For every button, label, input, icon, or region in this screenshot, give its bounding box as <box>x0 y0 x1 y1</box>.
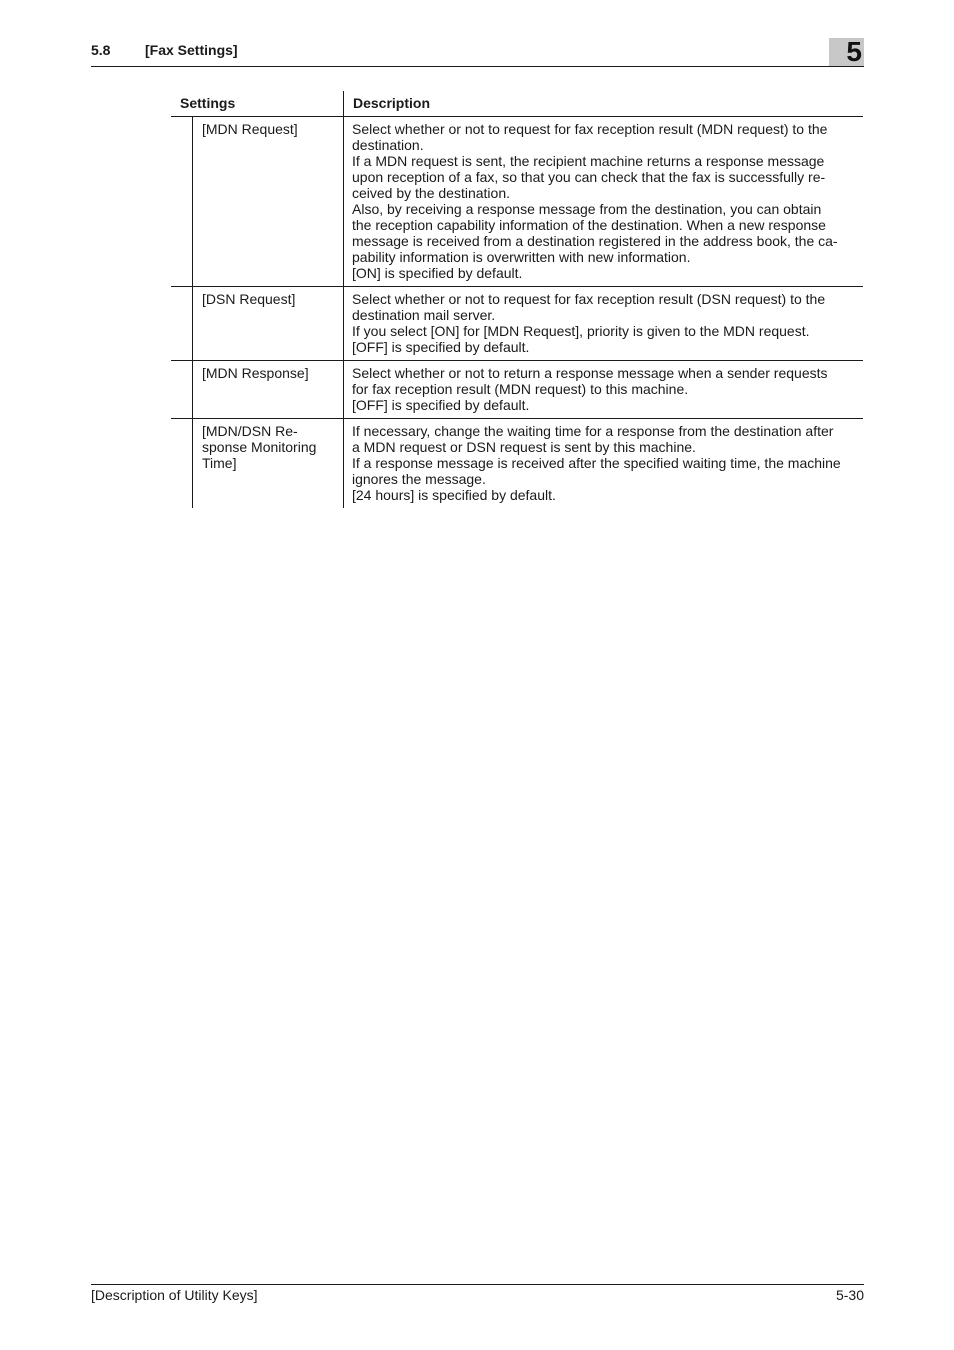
description-line: If a response message is received after the specified waiting time, the machine <box>352 455 841 471</box>
description-line: upon reception of a fax, so that you can check that the fax is successfully re- <box>352 169 826 185</box>
description-line: [OFF] is specified by default. <box>352 339 530 355</box>
setting-name-line: [MDN Response] <box>202 365 309 381</box>
description-line: [OFF] is specified by default. <box>352 397 530 413</box>
description-line: ignores the message. <box>352 471 486 487</box>
description-line: Select whether or not to return a response message when a sender requests <box>352 365 828 381</box>
description-line: for fax reception result (MDN request) to this machine. <box>352 381 689 397</box>
table-body <box>171 117 863 508</box>
row-indent <box>171 419 193 508</box>
setting-name-line: sponse Monitoring <box>202 439 317 455</box>
table-row <box>171 419 863 508</box>
description-line: ceived by the destination. <box>352 185 510 201</box>
description-cell <box>344 287 863 360</box>
setting-name-line: Time] <box>202 455 237 471</box>
row-indent <box>171 117 193 286</box>
description-line: pability information is overwritten with new information. <box>352 249 691 265</box>
setting-name-cell <box>193 361 344 418</box>
description-line: Select whether or not to request for fax reception result (MDN request) to the <box>352 121 828 137</box>
column-header-settings: Settings <box>171 91 344 116</box>
table-row <box>171 361 863 419</box>
page-header <box>91 38 864 67</box>
page-footer <box>91 1284 864 1315</box>
table-row <box>171 117 863 287</box>
description-line: [24 hours] is specified by default. <box>352 487 556 503</box>
description-cell <box>344 419 863 508</box>
settings-table <box>171 91 863 508</box>
table-header <box>171 91 863 117</box>
description-line: destination. <box>352 137 424 153</box>
description-cell <box>344 117 863 286</box>
section-title: [Fax Settings] <box>145 42 238 58</box>
setting-name-cell <box>193 117 344 286</box>
description-line: the reception capability information of the destination. When a new response <box>352 217 826 233</box>
chapter-badge <box>829 38 864 66</box>
description-line: destination mail server. <box>352 307 496 323</box>
description-line: Select whether or not to request for fax reception result (DSN request) to the <box>352 291 826 307</box>
description-line: If a MDN request is sent, the recipient machine returns a response message <box>352 153 825 169</box>
row-indent <box>171 361 193 418</box>
description-line: If necessary, change the waiting time for a response from the destination after <box>352 423 834 439</box>
setting-name-line: [DSN Request] <box>202 291 296 307</box>
page-number: 5-30 <box>835 1287 864 1303</box>
description-cell <box>344 361 863 418</box>
table-row <box>171 287 863 361</box>
chapter-number: 5 <box>846 36 862 67</box>
description-line: If you select [ON] for [MDN Request], priority is given to the MDN request. <box>352 323 810 339</box>
setting-name-cell <box>193 419 344 508</box>
setting-name-line: [MDN/DSN Re- <box>202 423 298 439</box>
description-line: Also, by receiving a response message from the destination, you can obtain <box>352 201 822 217</box>
footer-chapter-title: [Description of Utility Keys] <box>91 1287 258 1303</box>
description-line: [ON] is specified by default. <box>352 265 523 281</box>
setting-name-cell <box>193 287 344 360</box>
setting-name-line: [MDN Request] <box>202 121 298 137</box>
description-line: a MDN request or DSN request is sent by this machine. <box>352 439 696 455</box>
column-header-description: Description <box>353 95 431 111</box>
section-number: 5.8 <box>91 42 111 58</box>
row-indent <box>171 287 193 360</box>
description-line: message is received from a destination registered in the address book, the ca- <box>352 233 838 249</box>
